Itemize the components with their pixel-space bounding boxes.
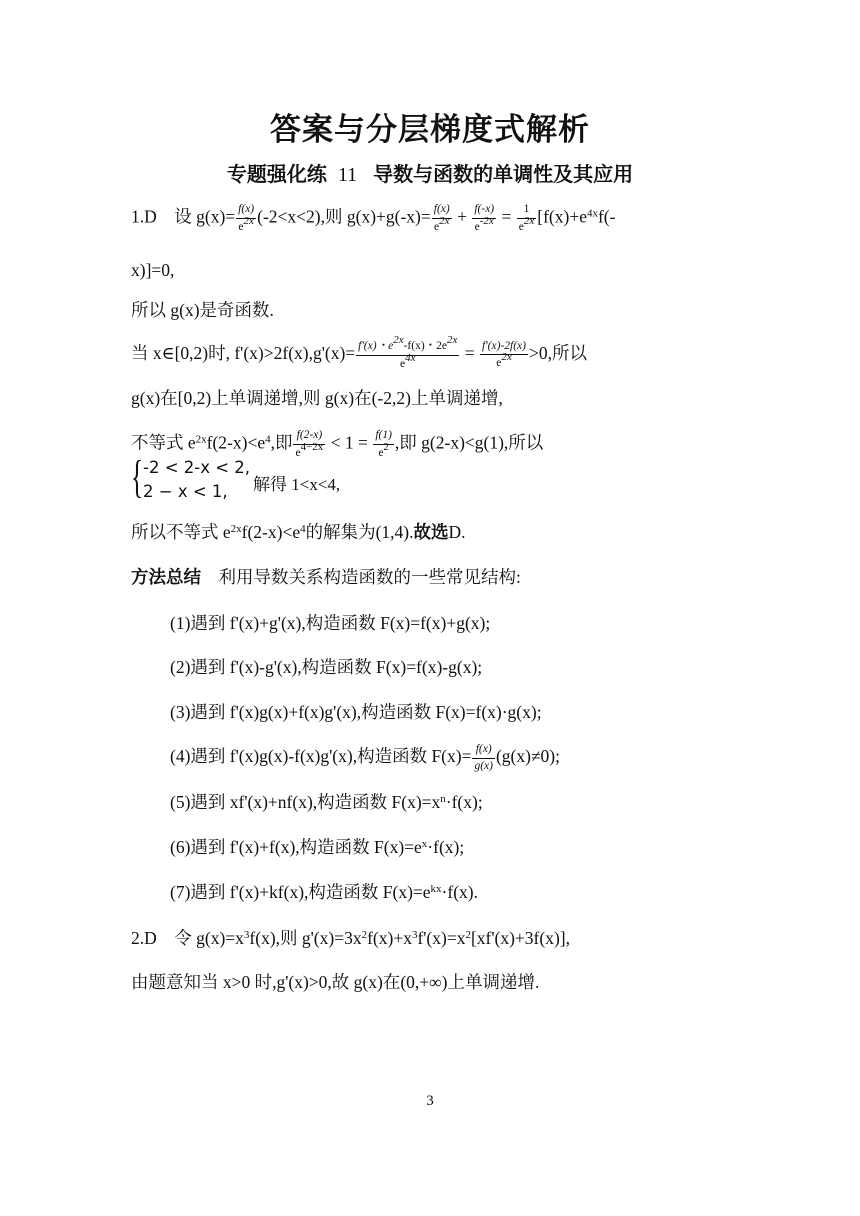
text: f(x),则 g'(x)=3x (249, 928, 362, 948)
numerator: f(2-x) (293, 430, 325, 445)
text: f(2-x)<e (206, 432, 266, 453)
denominator (293, 440, 325, 460)
subtitle-number: 11 (337, 164, 358, 186)
method-intro: 利用导数关系构造函数的一些常见结构: (218, 567, 521, 587)
text: (g(x)≠0); (495, 746, 560, 767)
method-label: 方法总结 (131, 568, 201, 588)
text: (4)遇到 f'(x)g(x)-f(x)g'(x),构造函数 F(x)= (170, 746, 472, 767)
subtitle-prefix: 专题强化练 (226, 162, 327, 186)
numerator: f(1) (373, 430, 394, 445)
method-item (170, 880, 478, 904)
text: 所以不等式 e (131, 522, 231, 542)
fraction (472, 744, 495, 772)
numerator: f(x) (472, 744, 495, 759)
text: f'(x)=x (417, 928, 466, 948)
left-brace: { (131, 451, 144, 502)
numerator: f(x) (236, 204, 256, 219)
text: ·f(x). (441, 882, 478, 902)
system-row-2: 2 − x < 1, (143, 482, 228, 501)
text: (6)遇到 f'(x)+f(x),构造函数 F(x)=e (170, 837, 422, 857)
superscript: x (421, 838, 428, 850)
superscript: 2x (447, 334, 458, 346)
fraction (373, 430, 394, 459)
superscript: 3 (411, 929, 418, 941)
text: 2.D 令 g(x)=x (131, 928, 244, 948)
text: e (518, 220, 524, 233)
q2-line-2: 由题意知当 x>0 时,g'(x)>0,故 g(x)在(0,+∞)上单调递增. (131, 972, 540, 992)
method-item: (1)遇到 f'(x)+g'(x),构造函数 F(x)=f(x)+g(x); (170, 613, 491, 633)
text: >0,所以 (529, 343, 587, 364)
subtitle-topic: 导数与函数的单调性及其应用 (373, 162, 634, 186)
numerator: f'(x)-2f(x) (480, 341, 528, 356)
superscript: -2x (479, 214, 494, 227)
superscript: 4x (586, 207, 598, 220)
text: e (433, 220, 440, 233)
q1-line-8 (131, 520, 466, 545)
text: e (496, 357, 502, 369)
text: < 1 = (330, 432, 368, 453)
text: [f(x)+e (537, 206, 587, 227)
denominator (472, 214, 496, 234)
denominator (373, 440, 394, 460)
text: e (474, 220, 480, 233)
denominator (356, 351, 459, 371)
method-item (170, 790, 483, 814)
superscript: 2x (393, 334, 404, 346)
text: (5)遇到 xf'(x)+nf(x),构造函数 F(x)=x (170, 792, 441, 812)
superscript: 4x (405, 351, 416, 364)
text: -f(x)・2e (403, 340, 448, 352)
text: ,即 g(2-x)<g(1),所以 (394, 432, 544, 453)
superscript: 2x (501, 351, 512, 363)
denominator (480, 351, 528, 370)
method-item (170, 744, 560, 772)
text: 当 x∈[0,2)时, f'(x)>2f(x),g'(x)= (131, 343, 356, 364)
q1-line-5: g(x)在[0,2)上单调递增,则 g(x)在(-2,2)上单调递增, (131, 388, 503, 408)
method-item (170, 835, 464, 859)
superscript: 4 (300, 523, 306, 535)
q1-line-6 (131, 430, 543, 459)
section-subtitle (0, 158, 860, 187)
system-result: 解得 1<x<4, (253, 475, 341, 494)
text: = (501, 206, 512, 227)
superscript: 2x (230, 523, 242, 535)
q1-line-1: 1.D 设 g(x)= $\frac{f(x)}{e^{2x}}$ (-2<x<2),则 g(x)+g(-x)= $\frac{f(x)}{e^{2x}}$ + $\frac{f(-x)}{e^{-2x}}$ = $\frac{1}{e^{2x}}$ [$f(x)+e^{4x}f(-$ (131, 203, 616, 233)
text: (7)遇到 f'(x)+kf(x),构造函数 F(x)=e (170, 882, 431, 902)
text: [xf'(x)+3f(x)], (470, 928, 570, 948)
q1-line-2: x)]=0, (131, 260, 175, 280)
page-number: 3 (426, 1093, 434, 1109)
superscript: 3 (243, 929, 250, 941)
text: e (378, 446, 384, 459)
text: D. (448, 522, 466, 542)
fraction (517, 204, 537, 233)
numerator: f(x) (432, 204, 452, 219)
q1-line-3: 所以 g(x)是奇函数. (131, 300, 274, 320)
superscript: 4 (265, 433, 271, 446)
superscript: kx (430, 883, 442, 895)
superscript: 2 (465, 929, 471, 941)
superscript: 2x (523, 214, 535, 227)
text: f(2-x)<e (241, 522, 301, 542)
q1-line-4: 当 x∈[0,2)时, f'(x)>2f(x),g'(x)= $\frac{f'(x)・e^{2x}-f(x)・2e^{2x}}{e^{4x}}$ = $\frac{f'(x)-2f(x)}{e^{2x}}$ >0,所以 (131, 334, 587, 370)
denominator (517, 214, 537, 234)
text: e (238, 220, 244, 233)
superscript: 2x (195, 433, 207, 446)
text: 不等式 e (131, 432, 196, 453)
superscript: 2x (439, 214, 450, 227)
superscript: 2x (243, 214, 254, 227)
denominator: g(x) (474, 759, 493, 772)
text: 的解集为(1,4). (305, 522, 414, 542)
numerator: f(-x) (472, 204, 496, 219)
text: e (400, 357, 406, 370)
fraction (356, 334, 459, 370)
fraction (293, 430, 325, 459)
superscript: 2 (383, 440, 389, 453)
superscript: 2 (361, 929, 368, 941)
text: ·f(x); (445, 792, 483, 812)
text: ·f(x); (427, 837, 465, 857)
text: f(- (597, 206, 616, 227)
answer-label: 故选 (413, 523, 449, 543)
method-item: (3)遇到 f'(x)g(x)+f(x)g'(x),构造函数 F(x)=f(x)·g(x); (170, 702, 542, 722)
denominator (432, 214, 452, 234)
numerator: 1 (517, 204, 537, 219)
system-row-1: -2 < 2-x < 2, (143, 458, 251, 477)
text: f'(x)・e (358, 340, 394, 352)
q2-line-1 (131, 926, 570, 950)
fraction (480, 341, 528, 370)
text: e (295, 446, 301, 459)
fraction (472, 204, 496, 233)
denominator (236, 214, 256, 234)
text: (-2<x<2),则 g(x)+g(-x)= (257, 206, 431, 227)
superscript: n (440, 793, 446, 805)
fraction (236, 204, 256, 233)
text: f(x)+x (367, 928, 412, 948)
text: ,即 (270, 432, 293, 453)
superscript: 4−2x (300, 440, 324, 453)
fraction (432, 204, 452, 233)
method-summary-header (131, 565, 521, 590)
text: 1.D 设 g(x)= (131, 206, 236, 227)
method-item: (2)遇到 f'(x)-g'(x),构造函数 F(x)=f(x)-g(x); (170, 657, 483, 677)
page-title: 答案与分层梯度式解析 (270, 112, 590, 148)
